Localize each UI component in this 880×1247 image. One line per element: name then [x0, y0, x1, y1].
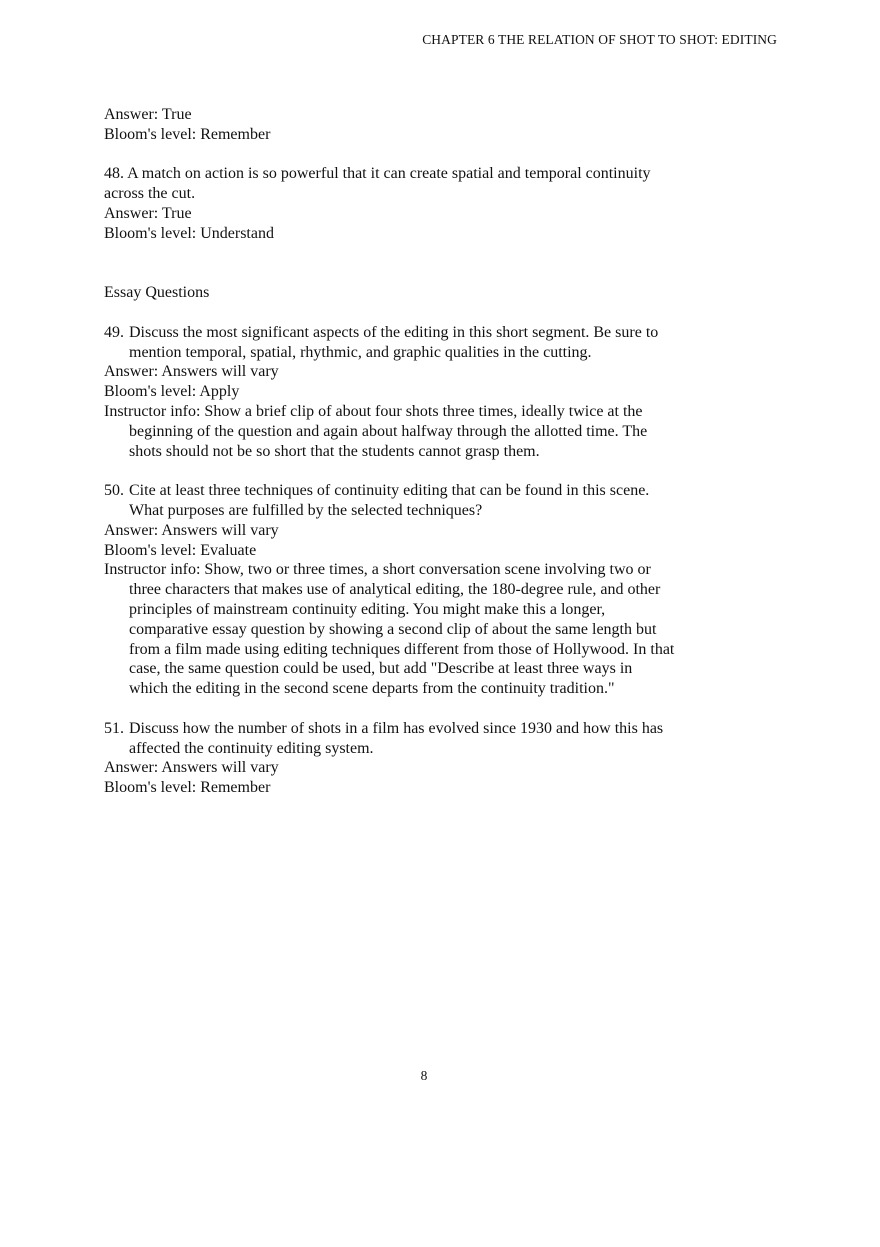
q50-instructor-line-5: from a film made using editing techniques different from those of Hollywood. In that: [129, 640, 675, 658]
q47-answer: Answer: True: [104, 106, 192, 123]
q49-bloom-level: Bloom's level: Apply: [104, 383, 240, 401]
q49-block: [104, 323, 724, 462]
q49-instructor-line-3: shots should not be so short that the students cannot grasp them.: [129, 442, 540, 460]
section-heading-essay-questions: Essay Questions: [104, 284, 210, 302]
q47-bloom-level: Bloom's level: Remember: [104, 125, 271, 143]
q51-block: [104, 719, 724, 798]
q50-instructor-line-6: case, the same question could be used, but add "Describe at least three ways in: [129, 660, 633, 678]
q48-answer: Answer: True: [104, 204, 192, 222]
running-header: CHAPTER 6 THE RELATION OF SHOT TO SHOT: EDITING: [422, 32, 777, 47]
q49-instructor-line-1: Instructor info: Show a brief clip of about four shots three times, ideally twice at the: [104, 402, 643, 420]
q50-instructor-line-3: principles of mainstream continuity editing. You might make this a longer,: [129, 600, 606, 618]
q48-bloom-level: Bloom's level: Understand: [104, 224, 274, 242]
q50-answer: Answer: Answers will vary: [104, 521, 279, 539]
q51-text-line-2: affected the continuity editing system.: [129, 739, 374, 757]
q50-bloom-level: Bloom's level: Evaluate: [104, 541, 257, 559]
q48-text-line-1: 48. A match on action is so powerful that it can create spatial and temporal continuity: [104, 165, 651, 183]
q50-text-line-2: What purposes are fulfilled by the selected techniques?: [129, 501, 483, 519]
q51-number: 51.: [104, 719, 124, 737]
q50-text-first: Cite at least three techniques of continuity editing that can be found in this scene.: [129, 482, 650, 500]
q50-number: 50.: [104, 482, 124, 500]
q50-text-line-1: [104, 481, 724, 501]
q49-number: 49.: [104, 323, 124, 341]
q51-bloom-level: Bloom's level: Remember: [104, 779, 271, 797]
q49-answer: Answer: Answers will vary: [104, 363, 279, 381]
q51-text-first: Discuss how the number of shots in a film has evolved since 1930 and how this has: [129, 719, 664, 737]
q50-instructor-line-4: comparative essay question by showing a second clip of about the same length but: [129, 620, 657, 638]
q50-instructor-line-7: which the editing in the second scene departs from the continuity tradition.": [129, 680, 615, 698]
q49-text-line-1: [104, 323, 724, 343]
page-number: 8: [420, 1068, 428, 1083]
page-body: [104, 105, 724, 798]
q49-text-first: Discuss the most significant aspects of the editing in this short segment. Be sure to: [129, 323, 659, 341]
q51-text-line-1: [104, 719, 724, 739]
q49-instructor-line-2: beginning of the question and again about halfway through the allotted time. The: [129, 422, 648, 440]
q50-instructor-line-1: Instructor info: Show, two or three times, a short conversation scene involving two or: [104, 561, 651, 579]
q48-text-line-2: across the cut.: [104, 185, 196, 203]
q51-answer: Answer: Answers will vary: [104, 759, 279, 777]
q49-text-line-2: mention temporal, spatial, rhythmic, and graphic qualities in the cutting.: [129, 343, 592, 361]
q50-block: [104, 481, 724, 699]
q50-instructor-line-2: three characters that makes use of analytical editing, the 180-degree rule, and other: [129, 581, 661, 599]
